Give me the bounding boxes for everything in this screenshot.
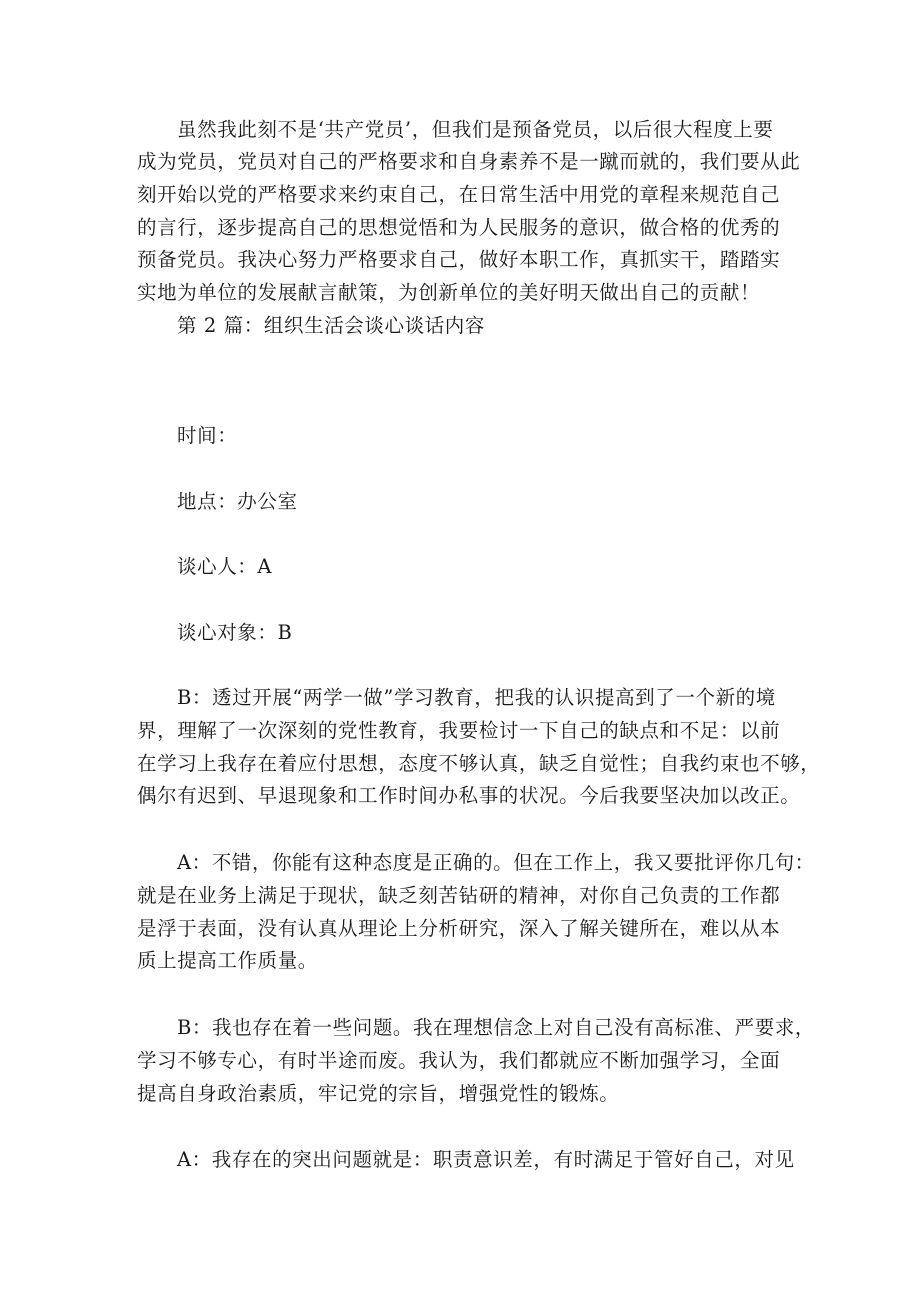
text-line: 预备党员。我决心努力严格要求自己，做好本职工作，真抓实干，踏踏实 <box>137 248 781 271</box>
meta-place: 地点：办公室 <box>177 490 298 513</box>
text-line: 偶尔有迟到、早退现象和工作时间办私事的状况。今后我要坚决加以改正。 <box>137 784 801 807</box>
meta-time: 时间： <box>177 424 238 447</box>
text-line: 在学习上我存在着应付思想，态度不够认真，缺乏自觉性；自我约束也不够， <box>137 752 821 775</box>
meta-talker: 谈心人：A <box>177 555 273 578</box>
text-line: 质上提高工作质量。 <box>137 949 318 972</box>
text-line: B：透过开展“两学一做”学习教育，把我的认识提高到了一个新的境 <box>177 686 776 709</box>
meta-target: 谈心对象：B <box>177 621 293 644</box>
text-line: 是浮于表面，没有认真从理论上分析研究，深入了解关键所在，难以从本 <box>137 917 781 940</box>
text-line: 成为党员，党员对自己的严格要求和自身素养不是一蹴而就的，我们要从此 <box>137 150 801 173</box>
text-line: 提高自身政治素质，牢记党的宗旨，增强党性的锻炼。 <box>137 1082 620 1105</box>
text-line: 学习不够专心，有时半途而废。我认为，我们都就应不断加强学习，全面 <box>137 1049 781 1072</box>
text-line: 的言行，逐步提高自己的思想觉悟和为人民服务的意识，做合格的优秀的 <box>137 216 781 239</box>
text-line: A：不错，你能有这种态度是正确的。但在工作上，我又要批评你几句： <box>177 851 815 874</box>
text-line: 实地为单位的发展献言献策，为创新单位的美好明天做出自己的贡献！ <box>137 281 761 304</box>
text-line: 就是在业务上满足于现状，缺乏刻苦钻研的精神，对你自己负责的工作都 <box>137 884 781 907</box>
text-line: 界，理解了一次深刻的党性教育，我要检讨一下自己的缺点和不足：以前 <box>137 719 781 742</box>
text-line: B：我也存在着一些问题。我在理想信念上对自己没有高标准、严要求， <box>177 1016 816 1039</box>
text-line: A：我存在的突出问题就是：职责意识差，有时满足于管好自己，对见 <box>177 1148 795 1171</box>
text-line: 虽然我此刻不是‘共产党员’，但我们是预备党员，以后很大程度上要 <box>177 118 774 141</box>
text-line: 刻开始以党的严格要求来约束自己，在日常生活中用党的章程来规范自己 <box>137 183 781 206</box>
section-heading: 第 2 篇：组织生活会谈心谈话内容 <box>177 314 486 337</box>
